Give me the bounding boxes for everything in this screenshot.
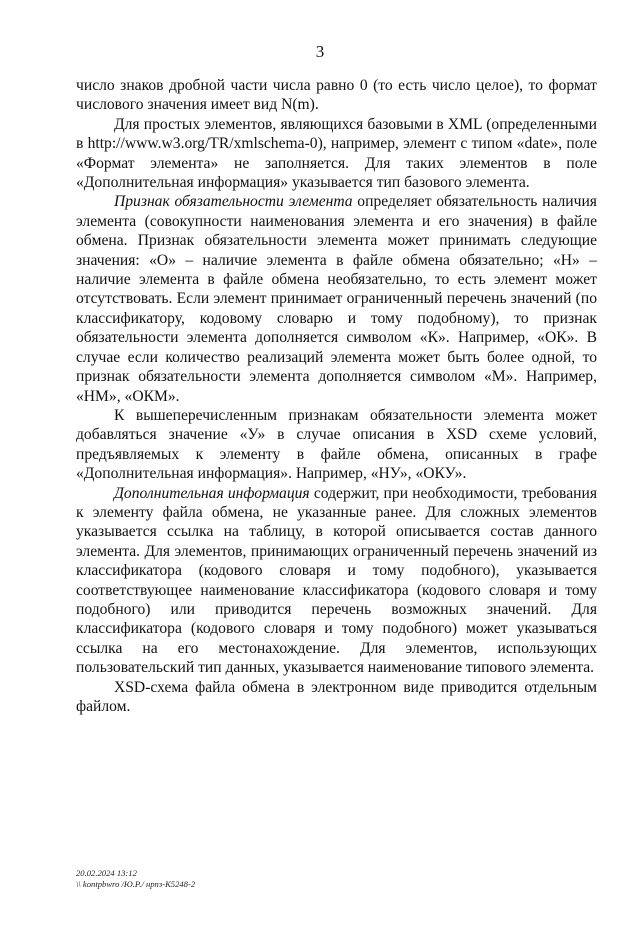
paragraph-xsd-schema [76, 678, 597, 717]
paragraph-text: К вышеперечисленным признакам обязательности элемента может добавляться значение «У» в случае описания в XSD схеме условий, предъявляемых к элементу в файле обмена, описанных в графе «Дополнительная информация». Например, «НУ», «ОКУ». [76, 406, 597, 483]
paragraph-text: содержит, при необходимости, требования к элементу файла обмена, не указанные ранее. Для сложных элементов указывается ссылка на таблицу, в которой описывается состав данного элемента. Для элементов, принимающих ограниченный перечень значений из классификатора (кодового словаря и тому подобного), указывается соответствующее наименование классификатора (кодового словаря и тому подобного) или приводится перечень возможных значений. Для классификатора (кодового словаря и тому подобного) может указываться ссылка на его местонахождение. Для элементов, использующих пользовательский тип данных, указывается наименование типового элемента. [76, 484, 597, 677]
paragraph-text: число знаков дробной части числа равно 0 (то есть число целое), то формат числового значения имеет вид N(m). [76, 77, 597, 114]
page-number: 3 [315, 42, 325, 61]
paragraph-required-flag [76, 192, 597, 405]
defined-term: Признак обязательности элемента [114, 193, 353, 211]
paragraph-additional-info [76, 484, 597, 678]
paragraph-text: Для простых элементов, являющихся базовыми в XML (определенными в http://www.w3.org/TR/xmlschema-0), например, элемент с типом «date», поле «Формат элемента» не заполняется. Для таких элементов в поле «Дополнительная информация» указывается тип базового элемента. [76, 115, 597, 192]
paragraph-text: определяет обязательность наличия элемента (совокупности наименования элемента и его значения) в файле обмена. Признак обязательности элемента может принимать следующие значения: «О» – наличие элемента в файле обмена обязательно; «Н» – наличие элемента в файле обмена необязательно, то есть элемент может отсутствовать. Если элемент принимает ограниченный перечень значений (по классификатору, кодовому словарю и тому подобному), то признак обязательности элемента дополняется символом «К». Например, «ОК». В случае если количество реализаций элемента может быть более одной, то признак обязательности элемента дополняется символом «М». Например, «НМ», «ОКМ». [76, 193, 597, 405]
paragraph-condition-flag [76, 406, 597, 484]
defined-term: Дополнительная информация [114, 484, 310, 502]
paragraph-text: XSD-схема файла обмена в электронном виде приводится отдельным файлом. [76, 678, 597, 715]
document-body [76, 76, 597, 716]
footer-registration: \\ kontpbwro /Ю.Р./ нрпз-К5248-2 [76, 879, 196, 889]
paragraph-number-format [76, 76, 597, 115]
paragraph-xml-base-types [76, 115, 597, 193]
document-footer [76, 868, 195, 890]
footer-date: 20.02.2024 13:12 [76, 868, 137, 878]
